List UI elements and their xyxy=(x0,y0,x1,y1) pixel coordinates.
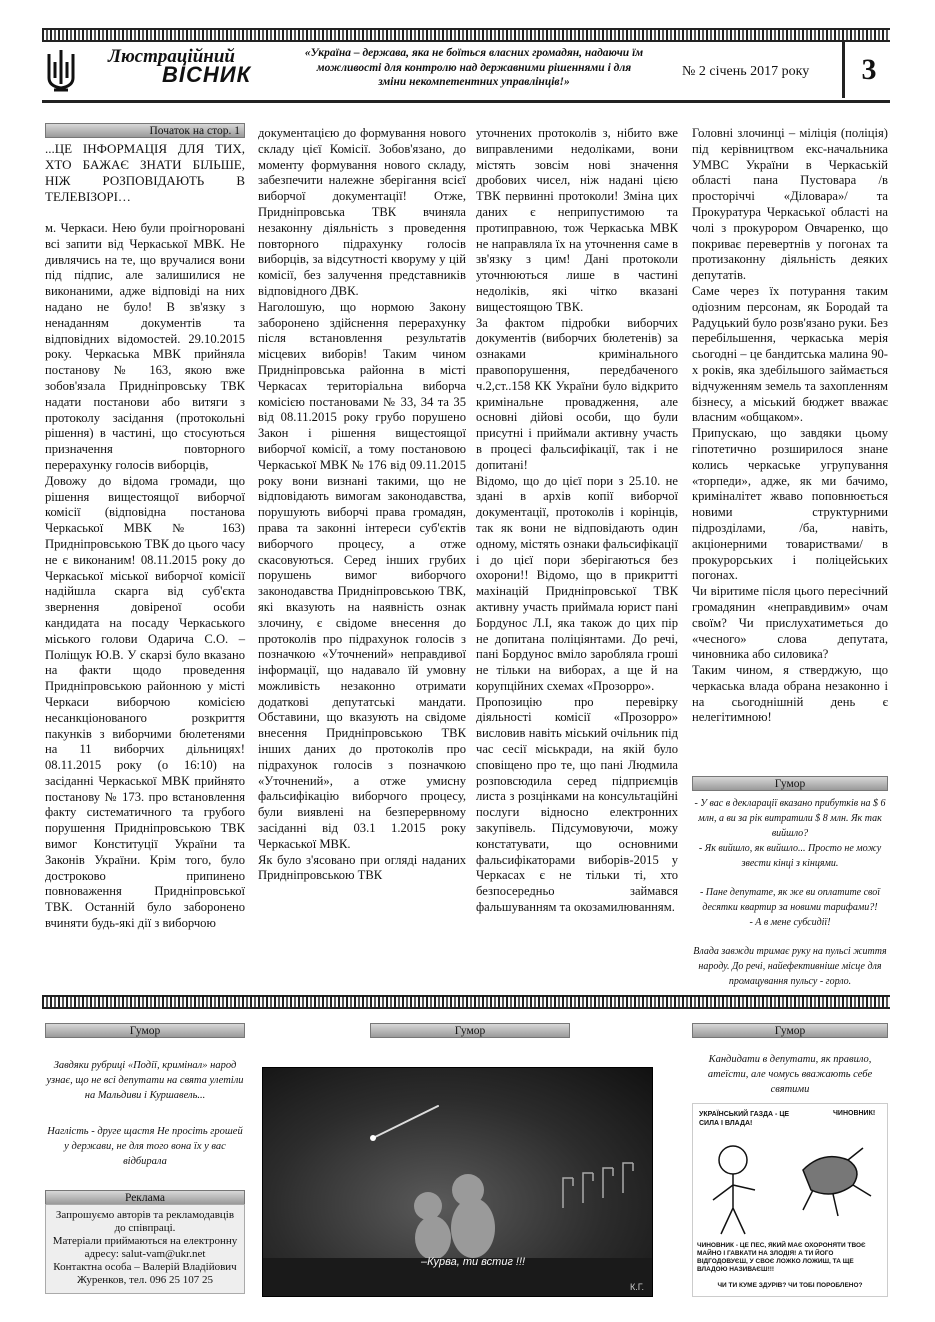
article-column-4 xyxy=(692,126,888,726)
ad-text-line: Запрошуємо авторів та рекламодавців до співпраці. xyxy=(55,1209,235,1234)
speech-bubble: ЧИ ТИ КУМЕ ЗДУРІВ? ЧИ ТОБІ ПОРОБЛЕНО? xyxy=(717,1282,863,1289)
night-sky-cartoon xyxy=(262,1067,653,1297)
ad-text-line: Матеріали приймаються на електронну адресу: salut-vam@ukr.net xyxy=(52,1235,238,1260)
humor-text-bottom-left-2: Нагліcть - друге щастя Не просіть грошей у держави, не для того вона їх у вас відбирала xyxy=(47,1126,243,1167)
article-paragraph: Пропозицію про перевірку діяльності комісії «Прозорро» висловив навіть міський очільник під час сесії міськради, на якій було сповіщено про те, що пані Людмила розповсюдила серед підприємців листа з розцінками на консультаційні послуги відносно електронних закупівель. Підсумовуючи, можу констатувати, що основними фальсифікаторами виборів-2015 у Черкасах є не тільки ті, хто безпосередньо займався фальшуванням та окозамилюванням. xyxy=(476,694,678,915)
article-paragraph: Таким чином, я стверджую, що черкаська влада обрана незаконно і на сьогоднішній день є нелегітимною! xyxy=(692,663,888,725)
article-paragraph: м. Черкаси. Нею були проігноровані всі запити від Черкаської МВК. Не дивлячись на те, що вручалися вони під підпис, але залишилися не виконаними, адже відповіді на них надано не було! В зв'язку з ненаданням документів та відповідних відомостей. 29.10.2015 року. Черкаська МВК прийняла постанову № 163, якою вже зобов'язала Придніпровську ТВК надати постанови або витяги з протоколу засідання (протокольні рішення) в частині, що стосуються призначення повторного перерахунку голосів виборців, xyxy=(45,221,245,472)
cartoon-caption: –Курва, ти встиг !!! xyxy=(421,1256,526,1268)
newspaper-title-line1: Люстраційний xyxy=(108,46,235,67)
two-men-figures-icon xyxy=(414,1174,495,1260)
middle-ornament-border xyxy=(42,995,890,1009)
man-head-icon xyxy=(719,1146,747,1174)
article-column-1 xyxy=(45,141,245,932)
humor-joke-line: - У вас в декларації вказано прибутків на $ 6 млн, а ви за рік витратили $ 8 млн. Як так вийшло? xyxy=(694,798,886,839)
article-paragraph: Як було з'ясовано при огляді наданих Придніпровською ТВК xyxy=(258,852,466,883)
article-lead: ...ЦЕ ІНФОРМАЦІЯ ДЛЯ ТИХ, ХТО БАЖАЄ ЗНАТИ БІЛЬШЕ, НІЖ РОЗПОВІДАЮТЬ В ТЕЛЕВІЗОРІ… xyxy=(45,141,245,204)
ad-label: Реклама xyxy=(45,1190,245,1205)
article-paragraph: За фактом підробки виборчих документів (виборчих бюлетенів) за ознаками кримінального правопорушення, передбаченого ч.2,ст..158 КК України було відкрито кримінальне провадження, але основні дійові особи, що були присутні і приймали активну участь в процесі фальсифікації, так і не допитані! xyxy=(476,315,678,472)
article-column-3 xyxy=(476,126,678,916)
ad-box xyxy=(45,1204,245,1294)
continued-from-label: Початок на стор. 1 xyxy=(45,123,245,138)
star-icon xyxy=(370,1135,376,1141)
masthead-rule xyxy=(42,100,890,103)
humor-label-bottom-right: Гумор xyxy=(692,1023,888,1038)
page-number: 3 xyxy=(842,42,893,98)
speech-bubble: ЧИНОВНИК! xyxy=(833,1110,876,1117)
cartoon-signature: К.Г. xyxy=(629,1282,644,1292)
dog-cartoon xyxy=(692,1103,888,1297)
article-paragraph: документацією до формування нового складу цієї Комісії. Зобов'язано, до моменту формування нового складу, забезпечити належне зберігання всієї виборчої документації! Отже, Придніпровська ТВК вчиняла незаконну діяльність з проведення повторного підрахунку голосів виборців, за відсутності кворуму у цій комісії, без залучення представників відповідного ДВК. xyxy=(258,126,466,298)
humor-joke-line: - Як вийшло, як вийшло... Просто не можу звести кінці з кінцями. xyxy=(698,843,882,869)
issue-date: № 2 січень 2017 року xyxy=(682,64,810,79)
article-paragraph: Головні злочинці – міліція (поліція) під керівництвом екс-начальника УМВС України в Черкаській області пана Пустовара /в просторіччі «Діловара»/ та Прокуратура Черкаської області на чолі з прокурором Овчаренко, що покриває перевертнів у погонах та протизаконну діяльність деяких депутатів. xyxy=(692,126,888,283)
humor-text-bottom-right: Кандидати в депутати, як правило, атеїсти, але чомусь вважають себе святими xyxy=(707,1054,873,1095)
humor-joke-line: Влада завжди тримає руку на пульсі життя народу. До речі, найефективніше місце для промацування пульсу - горло. xyxy=(693,946,887,987)
top-ornament-border xyxy=(42,28,890,42)
shooting-star-icon xyxy=(373,1106,438,1138)
article-paragraph: Саме через їх потурання таким одіозним персонам, як Бородай та Радуцький було розв'язано руки. Без перебільшення, черкаська мерія сьогодні – це бандитська малина 90-х років, яка здебільшого займається відчуженням земель та захопленням бізнесу, а міський бюджет вважає власним «общаком». xyxy=(692,283,888,425)
humor-box-right xyxy=(692,796,888,989)
newspaper-title-line2: ВІСНИК xyxy=(162,62,252,87)
article-paragraph: Припускаю, що завдяки цьому гіпотетично розширилося знане колись черкаське угрупування «торпеди», адже, як ми бачимо, криміналітет жваво поповнюється новими структурними підрозділами, /ба, навіть, акціонерними товариствами/ в прокурорських і поліцейських погонах. xyxy=(692,426,888,583)
article-paragraph: уточнених протоколів з, нібито вже виправленими недоліками, вони містять зовсім нові значення дробових чисел, ніж надані цією ТВК первинні протоколи! Зміна цих даних є неприпустимою та протиправною, тож Черкаська МВК не направляла їх на уточнення саме в зв'язку з цим! Дані протоколи уточнюються лише в частині недоліків, які чітко вказані вищестоящою ТВК. xyxy=(476,126,678,314)
masthead xyxy=(42,42,890,98)
humor-joke-line: - Пане депутате, як же ви оплатите свої десятки квартир за новими тарифами?! xyxy=(699,887,881,913)
article-paragraph: Наголошую, що нормою Закону заборонено здійснення перерахунку після встановлення результатів місцевих виборів! Таким чином Придніпровська районна в місті Черкасах територіальна виборча комісією постановами № 33, 34 та 35 від 08.11.2015 року грубо порушено Закон і рішення вищестоящої виборчої комісії, а тому постановою Черкаської МВК № 176 від 09.11.2015 року вони визнані такими, що не відповідають вимогам законодавства, порушують виборчі права громадян, права та законні інтереси суб'єктів виборчого процесу, а отже скасовуються. Серед інших грубих порушень вимог виборчого законодавства Придніпровською ТВК, які вказують на наявність ознак злочину, є свідоме внесення до протоколів про підрахунок голосів з позначкою «Уточнений» неправдивої інформації, що надавало їй умовну можливість незаконно отримати додаткові депутатські мандати. Обставини, що вказують на свідоме внесення Придніпровською ТВК інших даних до протоколів про підрахунок голосів з позначкою «Уточнений», а отже умисну фальсифікацію виборчого процесу, були виявлені на безперервному засіданні від 03.1 1.2015 року Черкаської МВК. xyxy=(258,299,466,851)
trident-emblem-icon xyxy=(44,48,78,94)
speech-bubble: ЧИНОВНИК - ЦЕ ПЕС, ЯКИЙ МАЄ ОХОРОНЯТИ ТВОЄ МАЙНО І ГАВКАТИ НА ЗЛОДІЯ! А ТИ ЙОГО ВІДГОДОВУЄШ, У СВОЄ ЛОЖКО ЛОЖИШ, ТА ЩЕ ВЛАДОЮ НАЗИВАЄШ!!! xyxy=(697,1242,866,1273)
speech-bubble: УКРАЇНСЬКИЙ ГАЗДА - ЦЕ СИЛА І ВЛАДА! xyxy=(699,1111,790,1127)
gallows-row-icon xyxy=(563,1163,633,1208)
article-paragraph: Чи віритиме після цього пересічний громадянин «неправдивим» очам своїм? Чи прислухатиметься до «чесного» слова депутата, чиновника або силовика? xyxy=(692,584,888,662)
humor-label-bottom-left: Гумор xyxy=(45,1023,245,1038)
ad-text-line: Контактна особа – Валерій Владійович Журенков, тел. 096 25 107 25 xyxy=(53,1261,237,1286)
humor-label-bottom-center: Гумор xyxy=(370,1023,570,1038)
article-paragraph: Довожу до відома громади, що рішення вищестоящої виборчої комісії (відповідна постанова Черкаської МВК № 163) Придніпровською ТВК до цього часу не є виконаним! 08.11.2015 року до Черкаської міської виборчої комісії надійшла скарга від суб'єкта звернення довіреної особи кандидата на посаду Черкаського міського голови Одарича С.О. – Поліщук Ю.В. У скарзі було вказано на факти щодо проведення Придніпровською районною у місті Черкаси виборчою комісією несанкціонованого розкриття пакунків з виборчими бюлетенями на 11 виборчих дільницях! 08.11.2015 року (о 16:10) на засіданні Черкаської МВК прийнято постанову № 173. про встановлення факту систематичного та грубого порушення Придніпровською ТВК вимог Конституції України та Законів України. Крім того, було достроково припинено повноваження Придніпровської ТВК. Останній було заборонено вчиняти будь-які дії з виборчою xyxy=(45,473,245,931)
humor-label-right: Гумор xyxy=(692,776,888,791)
dog-figure-icon xyxy=(803,1157,857,1194)
article-column-2 xyxy=(258,126,466,884)
cartoon-illustration xyxy=(693,1130,887,1240)
article-paragraph: Відомо, що до цієї пори з 25.10. не здані в архів копії виборчої документації, протоколів і корінців, так як вони не відповідають один одному, містять ознаки фальсифікації і до цієї пори зберігаються без охорони!! Відомо, що в прикритті махінацій Придніпровської ТВК активну участь приймала юрист пані Бордунос Л.І, яка також до цих пір не допитана поліціянтами. До речі, пані Бордунос вміло заробляла гроші не тільки на виборах, а ще й на корупційних схемах «Прозорро». xyxy=(476,473,678,693)
man-figure-icon xyxy=(713,1174,755,1234)
humor-text-bottom-left-1: Завдяки рубриці «Події, кримінал» народ узнає, що не всі депутати на свята улетіли на Мальдиви і Куршавель... xyxy=(46,1060,244,1101)
newspaper-motto: «Україна – держава, яка не боїться власних громадян, надаючи їм можливості для контролю над державними рішеннями і для зміни некомпетентних управлінців!» xyxy=(304,47,644,88)
humor-joke-line: - А в мене субсидії! xyxy=(749,917,831,928)
